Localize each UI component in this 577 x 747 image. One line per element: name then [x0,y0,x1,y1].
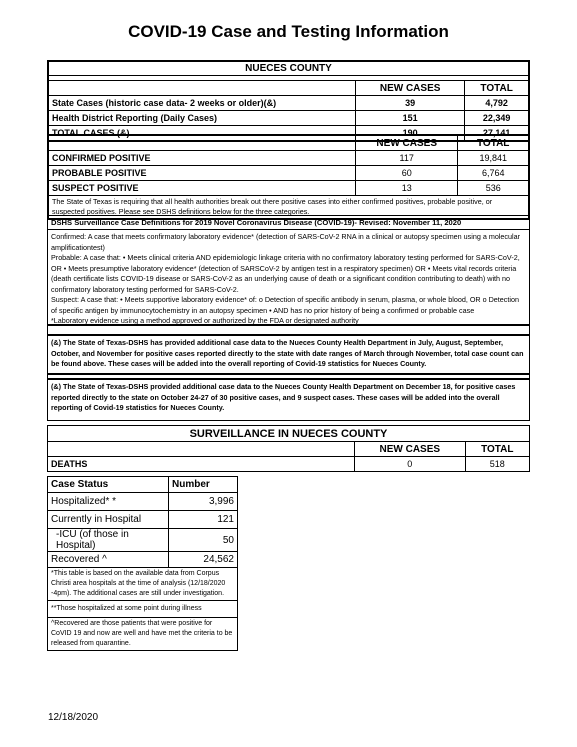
col-number: Number [169,477,238,493]
row-new: 39 [356,96,465,111]
col-new-cases: NEW CASES [356,136,458,151]
col-case-status: Case Status [48,477,169,493]
row-label: TOTAL CASES (&) [49,126,356,141]
separator [47,325,530,335]
status-label: Recovered ^ [48,552,169,568]
col-total: TOTAL [465,442,529,457]
row-total: 27,141 [465,126,529,141]
blank-cell [48,442,355,457]
category-table [47,134,530,220]
row-label: SUSPECT POSITIVE [49,181,356,196]
status-note-3: ^Recovered are those patients that were positive for CoVID 19 and now are well and have met the criteria to be released from quarantine. [48,618,238,651]
county-table [47,60,530,142]
note-1: (&) The State of Texas-DSHS has provided additional case data to the Nueces County Health Department in July, August, September, October, and November for positive cases reported directly to the state with date ranges of March through November, total case count can be found above. These cases will be added into the overall reporting of Covid-19 statistics for Nueces County. [47,335,530,374]
footer-date: 12/18/2020 [48,712,99,723]
status-value: 3,996 [169,493,238,511]
definitions-body [48,230,529,329]
status-note-2: **Those hospitalized at some point during illness [48,601,238,618]
definitions-box [47,215,530,325]
row-total: 536 [458,181,529,196]
def-lab-note: *Laboratory evidence using a method approved or authorized by the FDA or designated authority [51,316,359,325]
status-value: 24,562 [169,552,238,568]
row-total: 4,792 [465,96,529,111]
row-new: 60 [356,166,458,181]
col-total: TOTAL [458,136,529,151]
def-probable: Probable: A case that: • Meets clinical criteria AND epidemiologic linkage criteria with no confirmatory laboratory testing performed for SARS-CoV-2, OR • Meets presumptive laboratory evidence* (detection of SARSCoV-2 by antigen test in a respiratory specimen) OR • Meets vital records criteria (death certificate lists COVID-19 disease or SARS-CoV-2 as an underlying cause of death or a significant condition contributing to death) with no confirmatory laboratory testing performed for SARS-CoV-2. [51,253,520,294]
row-new: 13 [356,181,458,196]
row-label: CONFIRMED POSITIVE [49,151,356,166]
note-2: (&) The State of Texas-DSHS provided additional case data to the Nueces County Health Department on December 18, for positive cases reported directly to the state on October 24-27 of 30 positive cases, and 9 suspect cases. These cases will be added into the overall reporting of Covid-19 statistics for Nueces County. [47,379,530,421]
status-label: Hospitalized* * [48,493,169,511]
col-new-cases: NEW CASES [355,442,466,457]
def-confirmed: Confirmed: A case that meets confirmatory laboratory evidence* (detection of SARS-CoV-2 RNA in a clinical or autopsy specimen using a molecular amplificationtest) [51,232,521,252]
status-value: 121 [169,511,238,529]
surveillance-heading: SURVEILLANCE IN NUECES COUNTY [48,426,530,442]
blank-cell [49,81,356,96]
row-new: 190 [356,126,465,141]
page-title: COVID-19 Case and Testing Information [128,22,449,41]
surveillance-table [47,425,530,472]
col-new-cases: NEW CASES [356,81,465,96]
status-label: Currently in Hospital [48,511,169,529]
status-label: -ICU (of those in Hospital) [48,529,169,552]
row-total: 22,349 [465,111,529,126]
county-heading: NUECES COUNTY [49,62,529,76]
definitions-heading: DSHS Surveillance Case Definitions for 2019 Novel Coronavirus Disease (COVID-19)- Revised: November 11, 2020 [48,216,529,230]
row-label: DEATHS [48,457,355,472]
row-new: 0 [355,457,466,472]
status-note-1: *This table is based on the available data from Corpus Christi area hospitals at the time of analysis (12/18/2020 -4pm). The additional cases are still under investigation. [48,568,238,601]
row-label: PROBABLE POSITIVE [49,166,356,181]
row-new: 151 [356,111,465,126]
blank-cell [49,136,356,151]
row-total: 19,841 [458,151,529,166]
row-total: 6,764 [458,166,529,181]
row-label: Health District Reporting (Daily Cases) [49,111,356,126]
col-total: TOTAL [465,81,529,96]
def-suspect: Suspect: A case that: • Meets supportive laboratory evidence* of: o Detection of specific antibody in serum, plasma, or whole blood, OR o Detection of specific antigen by immunocytochemistry in an autopsy specimen • AND has no prior history of being a confirmed or probable case [51,295,519,315]
row-label: State Cases (historic case data- 2 weeks or older)(&) [49,96,356,111]
row-total: 518 [465,457,529,472]
status-value: 50 [169,529,238,552]
category-note: The State of Texas is requiring that all health authorities break out there positive cases into either confirmed positives, probable positive, or suspected positives. Please see DSHS definitions below for the three categories. [49,196,529,219]
row-new: 117 [356,151,458,166]
case-status-table [47,476,238,651]
